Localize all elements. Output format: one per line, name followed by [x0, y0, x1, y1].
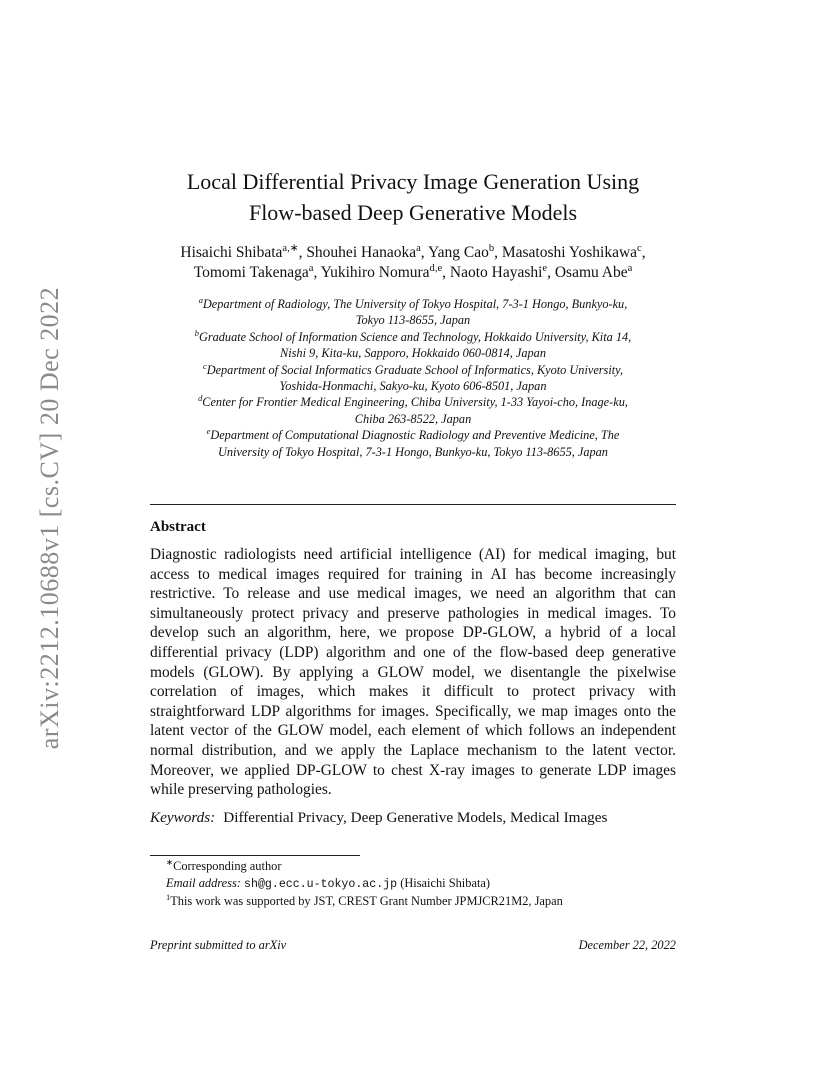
footnote-email — [150, 875, 676, 893]
affiliation-item — [150, 427, 676, 460]
author-name: Osamu Abe — [554, 264, 628, 281]
affiliation-text: Chiba 263-8522, Japan — [354, 411, 472, 426]
author-name: Masatoshi Yoshikawa — [501, 244, 638, 261]
keywords-text: Differential Privacy, Deep Generative Models, Medical Images — [223, 809, 608, 826]
author-affil-mark: a — [627, 262, 633, 274]
affiliation-mark: b — [194, 328, 199, 338]
abstract-body: Diagnostic radiologists need artificial intelligence (AI) for medical imaging, but access to medical images required for training in AI has become increasingly restrictive. To release and use medical images, we need an algorithm that can simultaneously protect privacy and preserve pathologies in medical images. To develop such an algorithm, here, we propose DP-GLOW, a hybrid of a local differential privacy (LDP) algorithm and one of the flow-based deep generative models (GLOW). By applying a GLOW model, we disentangle the pixelwise correlation of images, which makes it difficult to protect privacy with straightforward LDP algorithms for images. Specifically, we map images onto the latent vector of the GLOW model, each element of which follows an independent normal distribution, and we apply the Laplace mechanism to the latent vector. Moreover, we applied DP-GLOW to chest X-ray images to generate LDP images while preserving pathologies. — [150, 546, 676, 799]
author-affil-mark: d,e — [429, 262, 443, 274]
author-affil-mark: c — [637, 242, 642, 254]
author-line-1: Hisaichi Shibata$^{a,∗}$, Shouhei Hanaoka$^a$, Yang Cao$^b$, Masatoshi Yoshikawa$^c$, — [180, 242, 646, 261]
affiliation-text: Department of Radiology, The University of Tokyo Hospital, 7-3-1 Hongo, Bunkyo-ku, — [202, 297, 628, 311]
abstract-divider — [150, 504, 676, 505]
affiliation-mark: e — [206, 427, 211, 437]
affiliation-mark: a — [198, 295, 203, 305]
affiliation-mark: c — [202, 361, 207, 371]
author-affil-mark: a — [416, 242, 421, 254]
arxiv-side-stamp — [30, 283, 70, 753]
affiliation-text: Yoshida-Honmachi, Sakyo-ku, Kyoto 606-8501, Japan — [279, 379, 547, 394]
preprint-date: December 22, 2022 — [578, 938, 676, 952]
affiliation-text: University of Tokyo Hospital, 7-3-1 Hongo, Bunkyo-ku, Tokyo 113-8655, Japan — [218, 444, 608, 459]
footnote-divider — [150, 855, 360, 856]
arxiv-identifier: arXiv:2212.10688v1 [cs.CV] 20 Dec 2022 — [35, 286, 64, 750]
email-address: sh@g.ecc.u-tokyo.ac.jp — [244, 878, 398, 891]
affiliation-text: Department of Computational Diagnostic Radiology and Preventive Medicine, The — [210, 428, 620, 443]
title-line-1: Local Differential Privacy Image Generation Using — [186, 169, 640, 194]
author-line-2: Tomomi Takenaga$^a$, Yukihiro Nomura$^{d,e}$, Naoto Hayashi$^e$, Osamu Abe$^a$ — [193, 262, 633, 281]
footnote-corresponding: ∗Corresponding author — [166, 856, 282, 873]
affiliation-text: Nishi 9, Kita-ku, Sapporo, Hokkaido 060-0814, Japan — [280, 346, 546, 361]
email-label: Email address: — [166, 876, 241, 890]
author-name: Tomomi Takenaga — [193, 264, 309, 281]
preprint-notice: Preprint submitted to arXiv — [150, 938, 287, 952]
author-affil-mark: b — [488, 242, 495, 254]
paper-title — [150, 166, 676, 228]
author-affil-mark: e — [542, 262, 548, 274]
author-list — [150, 243, 676, 283]
affiliation-text: Tokyo 113-8655, Japan — [355, 313, 471, 328]
footnote-funding: $^1$This work was supported by JST, CREST Grant Number JPMJCR21M2, Japan — [166, 891, 563, 908]
affiliation-list — [150, 296, 676, 460]
keywords — [150, 809, 676, 827]
affiliation-text: Department of Social Informatics Graduate School of Informatics, Kyoto University, — [206, 362, 624, 377]
footnotes — [150, 858, 676, 910]
author-affil-mark: a — [308, 262, 314, 274]
abstract-heading: Abstract — [150, 519, 206, 535]
affiliation-item — [150, 329, 676, 362]
author-name: Naoto Hayashi — [449, 264, 543, 281]
email-owner: (Hisaichi Shibata) — [400, 876, 491, 890]
author-name: Shouhei Hanaoka — [306, 244, 417, 261]
author-name: Yukihiro Nomura — [320, 264, 430, 281]
affiliation-mark: d — [198, 394, 203, 404]
footnote-mark: ∗ — [166, 856, 174, 867]
footnote-mark: 1 — [166, 891, 171, 902]
affiliation-text: Graduate School of Information Science and Technology, Hokkaido University, Kita 14, — [198, 329, 632, 344]
author-name: Yang Cao — [427, 244, 489, 261]
affiliation-item — [150, 362, 676, 395]
keywords-label: Keywords: — [150, 809, 216, 826]
affiliation-item — [150, 394, 676, 427]
title-line-2: Flow-based Deep Generative Models — [248, 200, 578, 225]
affiliation-item — [150, 296, 676, 329]
author-name: Hisaichi Shibata — [180, 244, 283, 261]
affiliation-text: Center for Frontier Medical Engineering, Chiba University, 1-33 Yayoi-cho, Inage-ku, — [202, 395, 628, 410]
author-affil-mark: a,∗ — [282, 242, 299, 254]
